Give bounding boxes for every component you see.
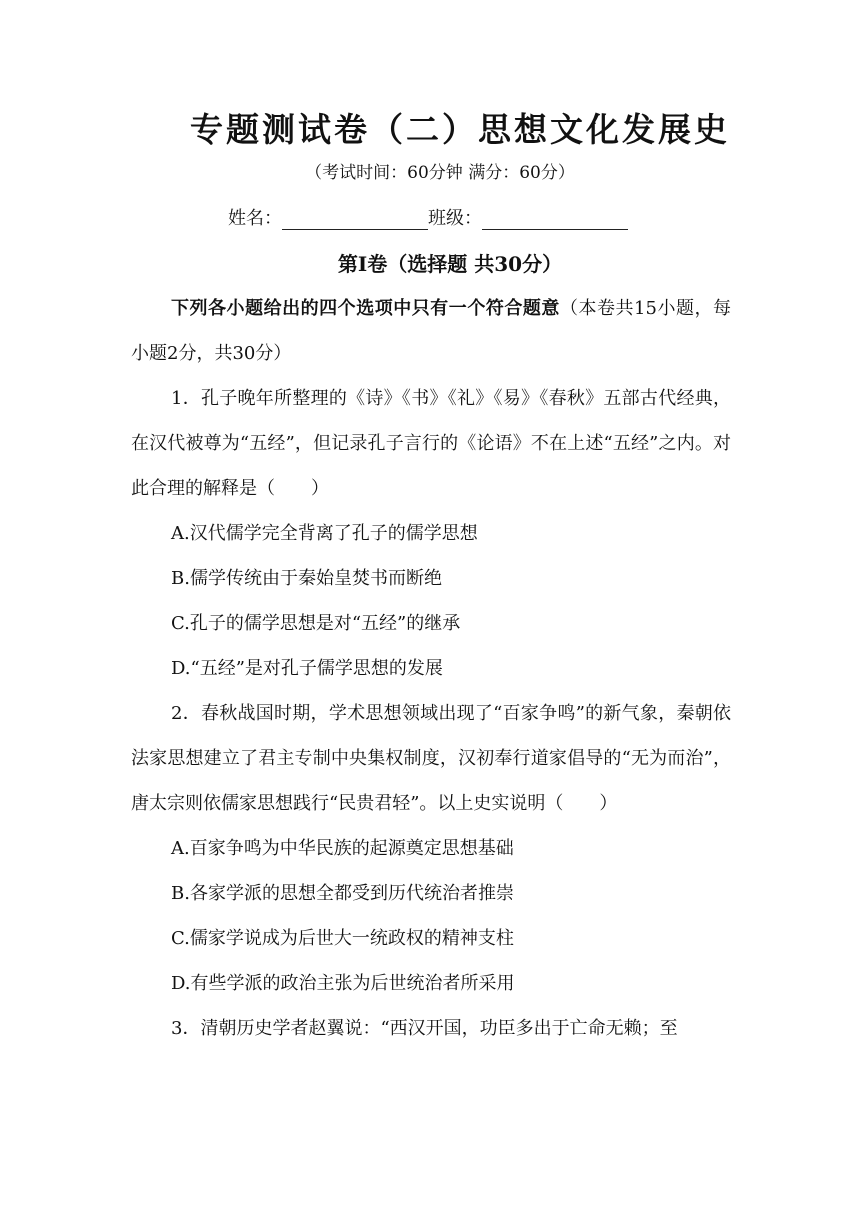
instruction — [131, 286, 731, 376]
class-label: 班级： — [428, 208, 482, 229]
name-blank[interactable] — [282, 209, 428, 230]
option-a[interactable]: A.百家争鸣为中华民族的起源奠定思想基础 — [171, 838, 514, 859]
option-b[interactable]: B.各家学派的思想全都受到历代统治者推崇 — [171, 883, 514, 904]
question-2 — [131, 691, 731, 1006]
question-stem: 3．清朝历史学者赵翼说：“西汉开国，功臣多出于亡命无赖；至 — [171, 1018, 678, 1039]
option-c[interactable]: C.孔子的儒学思想是对“五经”的继承 — [171, 613, 461, 634]
instruction-bold: 下列各小题给出的四个选项中只有一个符合题意 — [171, 298, 560, 319]
section-heading: 第Ⅰ卷（选择题 共30分） — [337, 252, 563, 276]
instruction-note: （本卷共15小题，每小题2分，共30分） — [131, 298, 732, 364]
question-1 — [131, 376, 731, 691]
question-3 — [131, 1006, 731, 1051]
name-class-fields — [228, 204, 628, 230]
page-title: 专题测试卷（二）思想文化发展史 — [190, 110, 730, 149]
question-stem: 1．孔子晚年所整理的《诗》《书》《礼》《易》《春秋》五部古代经典，在汉代被尊为“五经”，但记录孔子言行的《论语》不在上述“五经”之内。对此合理的解释是（ ） — [131, 388, 731, 499]
question-stem: 2．春秋战国时期，学术思想领域出现了“百家争鸣”的新气象，秦朝依法家思想建立了君主专制中央集权制度，汉初奉行道家倡导的“无为而治”，唐太宗则依儒家思想践行“民贵君轻”。以上史实说明（ ） — [131, 703, 731, 814]
exam-info: （考试时间：60分钟 满分：60分） — [305, 163, 575, 183]
option-d[interactable]: D.有些学派的政治主张为后世统治者所采用 — [171, 973, 515, 994]
class-blank[interactable] — [482, 209, 628, 230]
option-d[interactable]: D.“五经”是对孔子儒学思想的发展 — [171, 658, 443, 679]
option-c[interactable]: C.儒家学说成为后世大一统政权的精神支柱 — [171, 928, 514, 949]
name-label: 姓名： — [228, 208, 282, 229]
option-b[interactable]: B.儒学传统由于秦始皇焚书而断绝 — [171, 568, 442, 589]
option-a[interactable]: A.汉代儒学完全背离了孔子的儒学思想 — [171, 523, 478, 544]
exam-body — [131, 286, 731, 1051]
